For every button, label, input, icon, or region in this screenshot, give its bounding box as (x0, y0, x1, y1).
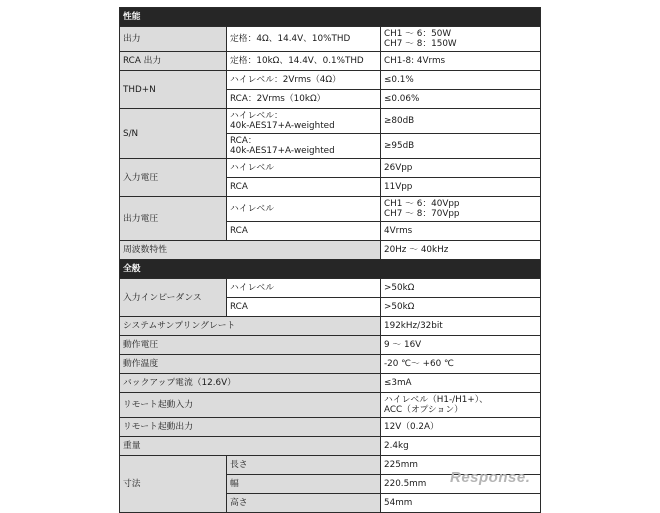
value-line: CH1 ～ 6：50W (384, 29, 452, 39)
condition-cell: 幅 (227, 475, 381, 494)
condition-cell: RCA：2Vrms（10kΩ） (227, 90, 381, 109)
table-row (120, 52, 541, 71)
row-label-frequency: 周波数特性 (120, 241, 381, 260)
condition-line: RCA： (230, 136, 257, 146)
value-cell: ≤0.06% (381, 90, 541, 109)
value-cell: >50kΩ (381, 279, 541, 298)
value-cell (381, 27, 541, 52)
table-row (120, 418, 541, 437)
value-cell: ≥95dB (381, 134, 541, 159)
value-cell: -20 ℃～ +60 ℃ (381, 355, 541, 374)
row-label-op-voltage: 動作電圧 (120, 336, 381, 355)
row-label-dimensions: 寸法 (120, 456, 227, 513)
value-line: ACC（オプション） (384, 405, 463, 415)
section-title: 全般 (120, 260, 541, 279)
table-row (120, 279, 541, 298)
table-row (120, 197, 541, 222)
condition-cell: RCA (227, 178, 381, 197)
value-cell (381, 197, 541, 222)
table-row (120, 159, 541, 178)
table-row (120, 336, 541, 355)
table-row (120, 355, 541, 374)
condition-cell: 高さ (227, 494, 381, 513)
value-line: CH1 ～ 6：40Vpp (384, 199, 460, 209)
condition-cell: 定格：10kΩ、14.4V、0.1%THD (227, 52, 381, 71)
row-label-input-voltage: 入力電圧 (120, 159, 227, 197)
value-cell: >50kΩ (381, 298, 541, 317)
condition-cell (227, 109, 381, 134)
condition-line: 40k-AES17+A-weighted (230, 121, 335, 131)
row-label-output-voltage: 出力電圧 (120, 197, 227, 241)
condition-line: ハイレベル： (230, 111, 283, 121)
condition-cell: 定格：4Ω、14.4V、10%THD (227, 27, 381, 52)
value-cell: 9 ～ 16V (381, 336, 541, 355)
value-line: CH7 ～ 8：150W (384, 39, 457, 49)
condition-cell (227, 134, 381, 159)
spec-table (119, 7, 541, 513)
condition-cell: RCA (227, 222, 381, 241)
table-row (120, 393, 541, 418)
row-label-sn: S/N (120, 109, 227, 159)
row-label-remote-in: リモート起動入力 (120, 393, 381, 418)
table-row (120, 27, 541, 52)
value-cell: 20Hz ～ 40kHz (381, 241, 541, 260)
value-cell: 11Vpp (381, 178, 541, 197)
row-label-remote-out: リモート起動出力 (120, 418, 381, 437)
value-cell: 54mm (381, 494, 541, 513)
value-cell: 220.5mm (381, 475, 541, 494)
value-line: CH7 ～ 8：70Vpp (384, 209, 460, 219)
table-row (120, 437, 541, 456)
condition-cell: ハイレベル (227, 279, 381, 298)
condition-cell: RCA (227, 298, 381, 317)
value-cell: 2.4kg (381, 437, 541, 456)
response-watermark: Response. (450, 469, 531, 486)
condition-cell: ハイレベル (227, 197, 381, 222)
value-cell (381, 393, 541, 418)
row-label-backup: バックアップ電流（12.6V） (120, 374, 381, 393)
value-cell: ≤0.1% (381, 71, 541, 90)
row-label-rca-output: RCA 出力 (120, 52, 227, 71)
value-line: ハイレベル（H1-/H1+）、 (384, 395, 488, 405)
section-header-general (120, 260, 541, 279)
value-cell: 4Vrms (381, 222, 541, 241)
value-cell: 12V（0.2A） (381, 418, 541, 437)
value-cell: CH1-8: 4Vrms (381, 52, 541, 71)
row-label-output: 出力 (120, 27, 227, 52)
value-cell: 192kHz/32bit (381, 317, 541, 336)
row-label-thdn: THD+N (120, 71, 227, 109)
row-label-sampling: システムサンプリングレート (120, 317, 381, 336)
section-header-performance (120, 8, 541, 27)
row-label-impedance: 入力インピーダンス (120, 279, 227, 317)
condition-cell: 長さ (227, 456, 381, 475)
row-label-weight: 重量 (120, 437, 381, 456)
section-title: 性能 (120, 8, 541, 27)
row-label-op-temp: 動作温度 (120, 355, 381, 374)
table-row (120, 241, 541, 260)
condition-line: 40k-AES17+A-weighted (230, 146, 335, 156)
value-cell: ≥80dB (381, 109, 541, 134)
condition-cell: ハイレベル (227, 159, 381, 178)
condition-cell: ハイレベル：2Vrms（4Ω） (227, 71, 381, 90)
table-row (120, 109, 541, 134)
value-cell: 225mm (381, 456, 541, 475)
table-row (120, 71, 541, 90)
value-cell: ≤3mA (381, 374, 541, 393)
table-row (120, 317, 541, 336)
value-cell: 26Vpp (381, 159, 541, 178)
table-row (120, 374, 541, 393)
